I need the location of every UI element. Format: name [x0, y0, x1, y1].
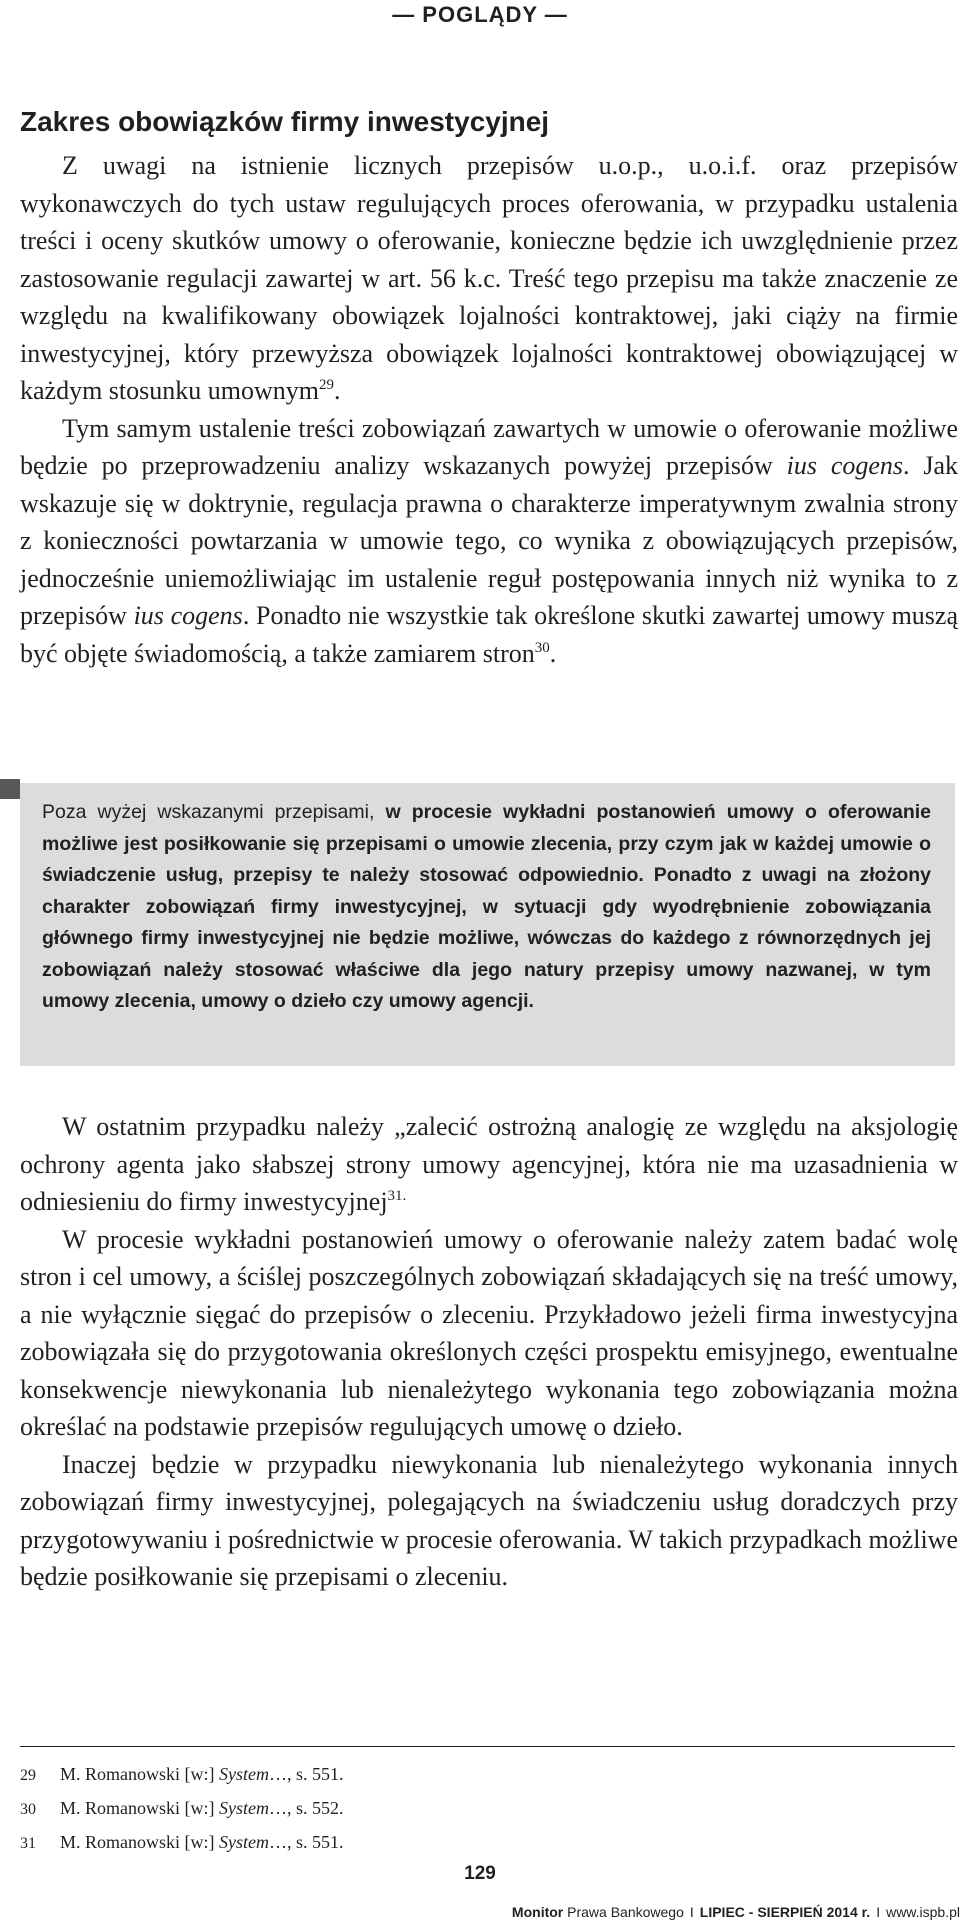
text-run: . Ponadto nie wszystkie tak określone skutki zawartej umowy muszą być objęte świadomością, a także zamiarem stron — [20, 601, 959, 668]
footer-separator: I — [876, 1904, 881, 1920]
highlight-lead: Poza wyżej wskazanymi przepisami, — [42, 801, 386, 823]
body-paragraph — [20, 1108, 958, 1221]
footnote-work: System — [219, 1798, 269, 1818]
footnote-ref: 31. — [387, 1188, 407, 1204]
footnote-page: …, s. 551. — [268, 1832, 344, 1852]
text-run: Inaczej będzie w przypadku niewykonania lub nienależytego wykonania innych zobowiązań firmy inwestycyjnej, polegających na świadczeniu usług doradczych przy przygotowywaniu i pośrednictwie w procesie oferowania. W takich przypadkach możliwe będzie posiłkowanie się przepisami o zleceniu. — [20, 1449, 958, 1591]
footnote-author: M. Romanowski [w:] — [60, 1798, 219, 1818]
highlight-text — [42, 797, 931, 1018]
footer-url[interactable]: www.ispb.pl — [886, 1904, 960, 1920]
body-paragraph — [20, 1446, 958, 1596]
footnote-rule — [20, 1746, 955, 1747]
page-footer — [0, 1902, 960, 1922]
footnote-item — [20, 1792, 940, 1826]
text-run: Tym samym ustalenie treści zobowiązań zawartych w umowie o oferowanie możliwe będzie po przeprowadzeniu analizy wskazanych powyżej przepisów — [20, 413, 958, 480]
text-run: W ostatnim przypadku należy „zalecić ostrożną analogię ze względu na aksjologię ochrony agenta jako słabszej strony umowy agencyjnej, która nie ma uzasadnienia w odniesieniu do firmy inwestycyjnej — [20, 1112, 958, 1216]
footnote-item — [20, 1758, 940, 1792]
page-number: 129 — [464, 1863, 496, 1884]
body-text-top — [20, 147, 958, 672]
text-run: W procesie wykładni postanowień umowy o oferowanie należy zatem badać wolę stron i cel umowy, a ściślej poszczególnych zobowiązań składających się na treść umowy, a nie wyłącznie sięgać do przepisów o zleceniu. Przykładowo jeżeli firma inwestycyjna zobowiązała się do przygotowania określonych części prospektu emisyjnego, ewentualne konsekwencje niewykonania lub nienależytego wykonania tego zobowiązania można określać na podstawie przepisów regulujących umowę o dzieło. — [20, 1224, 958, 1441]
footnote-ref: 30 — [534, 639, 550, 656]
italic-term: ius cogens — [786, 451, 904, 480]
footnote-ref: 29 — [319, 377, 334, 393]
text-run: . — [549, 638, 557, 668]
footer-separator: I — [689, 1904, 694, 1920]
body-paragraph — [20, 410, 958, 673]
text-run: . Jak wskazuje się w doktrynie, regulacja prawna o charakterze imperatywnym zwalnia strony z konieczności powtarzania w umowie tego, co wynika z obowiązujących przepisów, jednocześnie uniemożliwiając im ustalenie reguł postępowania innych niż wynika to z przepisów — [20, 451, 958, 630]
footer-brand-bold: Monitor — [511, 1904, 564, 1920]
highlight-bold: w procesie wykładni postanowień umowy o oferowanie możliwe jest posiłkowanie się przepisami o umowie zlecenia, przy czym jak w każdej umowie o świadczenie usług, przepisy te należy stosować odpowiednio. Ponadto z uwagi na złożony charakter zobowiązań firmy inwestycyjnej, w sytuacji gdy wyodrębnienie zobowiązania głównego firmy inwestycyjnej nie będzie możliwe, wówczas do każdego z równorzędnych jej zobowiązań należy stosować właściwe dla jego natury przepisy umowy nazwanej, w tym umowy zlecenia, umowy o dzieło czy umowy agencji. — [42, 801, 931, 1012]
footnote-number: 29 — [20, 1767, 36, 1784]
footer-brand-rest: Prawa Bankowego — [567, 1904, 684, 1920]
footnote-author: M. Romanowski [w:] — [60, 1832, 219, 1852]
footnote-work: System — [219, 1764, 269, 1784]
section-heading: Zakres obowiązków firmy inwestycyjnej — [20, 106, 550, 137]
footnote-item — [20, 1826, 940, 1860]
highlight-box — [20, 783, 955, 1066]
footnote-number: 30 — [20, 1801, 36, 1818]
text-run: . — [334, 376, 341, 405]
callout-marker — [0, 779, 20, 799]
section-tag: — POGLĄDY — — [392, 2, 568, 27]
body-text-bottom — [20, 1108, 958, 1596]
footnotes — [20, 1758, 940, 1860]
italic-term: ius cogens — [133, 601, 243, 630]
footnote-work: System — [219, 1832, 269, 1852]
footnote-page: …, s. 552. — [268, 1798, 344, 1818]
footnote-page: …, s. 551. — [268, 1764, 344, 1784]
footer-issue: LIPIEC - SIERPIEŃ 2014 r. — [699, 1904, 871, 1920]
footnote-author: M. Romanowski [w:] — [60, 1764, 219, 1784]
footnote-number: 31 — [20, 1835, 36, 1852]
body-paragraph — [20, 1221, 958, 1446]
text-run: Z uwagi na istnienie licznych przepisów u.o.p., u.o.i.f. oraz przepisów wykonawczych do tych ustaw regulujących proces oferowania, w przypadku ustalenia treści i oceny skutków umowy o oferowanie, konieczne będzie ich uwzględnienie przez zastosowanie regulacji zawartej w art. 56 k.c. Treść tego przepisu ma także znaczenie ze względu na kwalifikowany obowiązek lojalności kontraktowej, jaki ciąży na firmie inwestycyjnej, który przewyższa obowiązek lojalności kontraktowej obowiązującej w każdym stosunku umownym — [20, 151, 958, 405]
body-paragraph — [20, 147, 958, 410]
